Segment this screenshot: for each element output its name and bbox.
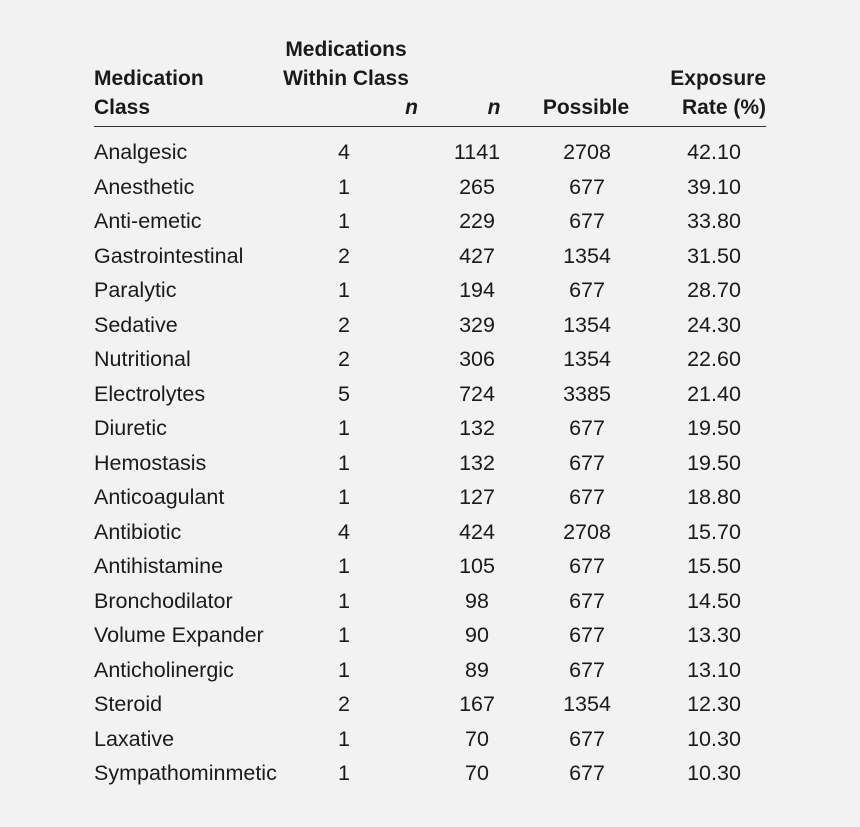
cell-within-class-n: 1	[338, 485, 350, 509]
cell-exposure-rate: 31.50	[687, 243, 741, 268]
cell-possible: 677	[569, 554, 605, 578]
cell-exposure-rate: 10.30	[687, 761, 741, 785]
cell-n: 229	[459, 209, 495, 233]
table-row	[94, 377, 766, 412]
cell-medication-class: Antihistamine	[94, 554, 224, 578]
cell-exposure-rate: 21.40	[687, 381, 741, 406]
table-row	[94, 687, 766, 722]
cell-possible: 2708	[563, 140, 611, 164]
table-row	[94, 239, 766, 274]
cell-n: 427	[459, 243, 495, 268]
cell-exposure-rate: 12.30	[687, 692, 741, 716]
cell-exposure-rate: 22.60	[687, 347, 741, 371]
cell-n: 89	[465, 657, 489, 682]
cell-possible: 677	[569, 485, 605, 509]
header-possible: Possible	[542, 96, 630, 119]
header-medications-within-class	[262, 35, 430, 122]
table-row	[94, 756, 766, 791]
cell-exposure-rate: 28.70	[687, 278, 741, 302]
cell-n: 132	[459, 416, 495, 440]
header-class-line2: Class	[94, 96, 151, 119]
header-class-line1: Medication	[94, 67, 204, 90]
cell-exposure-rate: 14.50	[687, 588, 741, 613]
table-row	[94, 480, 766, 515]
table-row	[94, 135, 766, 170]
cell-n: 265	[459, 174, 495, 199]
table-row	[94, 722, 766, 757]
cell-within-class-n: 1	[338, 174, 350, 199]
cell-n: 98	[465, 588, 489, 613]
cell-n: 724	[459, 381, 495, 406]
cell-medication-class: Sympathominmetic	[94, 761, 277, 785]
cell-within-class-n: 1	[338, 450, 350, 475]
cell-possible: 677	[569, 278, 605, 302]
cell-possible: 1354	[563, 692, 611, 716]
cell-medication-class: Anticoagulant	[94, 485, 225, 509]
cell-within-class-n: 1	[338, 657, 350, 682]
cell-possible: 677	[569, 209, 605, 233]
cell-medication-class: Electrolytes	[94, 381, 206, 406]
header-n: n	[487, 96, 501, 119]
table-row	[94, 446, 766, 481]
cell-within-class-n: 2	[338, 347, 350, 371]
cell-medication-class: Analgesic	[94, 140, 188, 164]
medication-exposure-table	[94, 36, 766, 791]
cell-within-class-n: 1	[338, 278, 350, 302]
cell-exposure-rate: 10.30	[687, 726, 741, 751]
cell-exposure-rate: 24.30	[687, 312, 741, 337]
cell-within-class-n: 4	[338, 140, 350, 164]
cell-within-class-n: 1	[338, 726, 350, 751]
cell-medication-class: Anticholinergic	[94, 657, 234, 682]
cell-exposure-rate: 33.80	[687, 209, 741, 233]
cell-possible: 1354	[563, 347, 611, 371]
cell-n: 105	[459, 554, 495, 578]
cell-medication-class: Antibiotic	[94, 519, 182, 544]
header-within-line2: Within Class	[283, 67, 409, 90]
cell-n: 90	[465, 623, 489, 647]
table-row	[94, 515, 766, 550]
table-row	[94, 204, 766, 239]
cell-exposure-rate: 19.50	[687, 416, 741, 440]
cell-within-class-n: 1	[338, 554, 350, 578]
cell-within-class-n: 1	[338, 588, 350, 613]
cell-exposure-rate: 15.70	[687, 519, 741, 544]
cell-possible: 677	[569, 657, 605, 682]
cell-medication-class: Diuretic	[94, 416, 167, 440]
cell-within-class-n: 4	[338, 519, 350, 544]
cell-medication-class: Steroid	[94, 692, 163, 716]
header-exposure-rate	[642, 64, 766, 122]
table-body	[94, 127, 766, 791]
cell-n: 132	[459, 450, 495, 475]
cell-possible: 1354	[563, 243, 611, 268]
cell-possible: 3385	[563, 381, 611, 406]
cell-within-class-n: 1	[338, 761, 350, 785]
cell-exposure-rate: 18.80	[687, 485, 741, 509]
cell-n: 306	[459, 347, 495, 371]
table-row	[94, 653, 766, 688]
cell-within-class-n: 5	[338, 381, 350, 406]
table-row	[94, 411, 766, 446]
cell-exposure-rate: 15.50	[687, 554, 741, 578]
cell-possible: 677	[569, 761, 605, 785]
cell-n: 127	[459, 485, 495, 509]
cell-medication-class: Anesthetic	[94, 174, 195, 199]
table-header	[94, 36, 766, 126]
cell-medication-class: Gastrointestinal	[94, 243, 244, 268]
cell-within-class-n: 1	[338, 209, 350, 233]
cell-n: 70	[465, 726, 489, 751]
cell-possible: 677	[569, 726, 605, 751]
cell-n: 194	[459, 278, 495, 302]
cell-n: 70	[465, 761, 489, 785]
header-medication-class	[94, 64, 264, 122]
header-rate-line1: Exposure	[670, 67, 766, 90]
table-row	[94, 273, 766, 308]
cell-medication-class: Bronchodilator	[94, 588, 233, 613]
cell-exposure-rate: 42.10	[687, 140, 741, 164]
table-row	[94, 584, 766, 619]
cell-possible: 677	[569, 588, 605, 613]
cell-medication-class: Hemostasis	[94, 450, 207, 475]
cell-within-class-n: 1	[338, 416, 350, 440]
cell-possible: 2708	[563, 519, 611, 544]
cell-n: 167	[459, 692, 495, 716]
table-row	[94, 170, 766, 205]
cell-possible: 1354	[563, 312, 611, 337]
table-row	[94, 308, 766, 343]
cell-exposure-rate: 39.10	[687, 174, 741, 199]
cell-within-class-n: 2	[338, 312, 350, 337]
cell-medication-class: Paralytic	[94, 278, 177, 302]
cell-exposure-rate: 19.50	[687, 450, 741, 475]
cell-possible: 677	[569, 450, 605, 475]
header-rate-line2: Rate (%)	[681, 96, 766, 119]
cell-within-class-n: 2	[338, 243, 350, 268]
table-row	[94, 342, 766, 377]
cell-medication-class: Nutritional	[94, 347, 191, 371]
cell-possible: 677	[569, 174, 605, 199]
cell-exposure-rate: 13.30	[687, 623, 741, 647]
cell-n: 329	[459, 312, 495, 337]
cell-n: 424	[459, 519, 495, 544]
cell-medication-class: Anti-emetic	[94, 209, 202, 233]
cell-within-class-n: 2	[338, 692, 350, 716]
cell-n: 1141	[453, 140, 501, 164]
cell-within-class-n: 1	[338, 623, 350, 647]
cell-medication-class: Laxative	[94, 726, 175, 751]
header-within-line3: n	[405, 96, 418, 119]
table-row	[94, 549, 766, 584]
cell-exposure-rate: 13.10	[687, 657, 741, 682]
cell-medication-class: Volume Expander	[94, 623, 264, 647]
cell-possible: 677	[569, 416, 605, 440]
cell-possible: 677	[569, 623, 605, 647]
table-row	[94, 618, 766, 653]
header-within-line1: Medications	[285, 38, 407, 61]
cell-medication-class: Sedative	[94, 312, 178, 337]
